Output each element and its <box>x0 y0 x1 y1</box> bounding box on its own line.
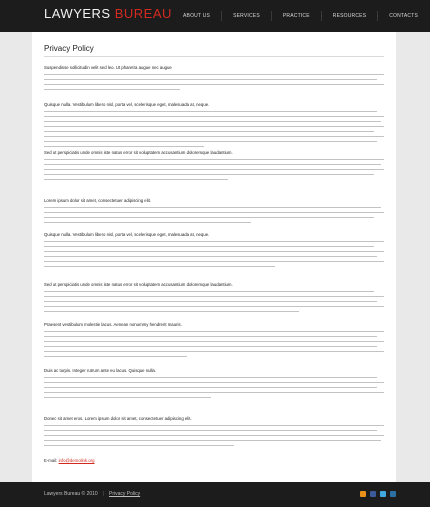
page-title: Privacy Policy <box>44 44 94 53</box>
policy-section <box>44 232 384 267</box>
policy-section <box>44 198 384 223</box>
facebook-icon[interactable] <box>370 491 376 497</box>
body-text-line <box>44 306 384 307</box>
header <box>0 0 430 32</box>
copyright <box>44 491 140 497</box>
body-text-line <box>44 397 211 398</box>
body-text-line <box>44 331 384 332</box>
body-text-line <box>44 387 377 388</box>
body-text-line <box>44 111 377 112</box>
body-text-line <box>44 121 381 122</box>
copyright-text: Lawyers Bureau © 2010 <box>44 491 98 497</box>
body-text-line <box>44 311 299 312</box>
logo-accent: BUREAU <box>114 6 172 21</box>
body-text-line <box>44 266 275 267</box>
main-nav <box>183 0 418 32</box>
body-text-line <box>44 341 384 342</box>
body-text-line <box>44 435 384 436</box>
twitter-icon[interactable] <box>380 491 386 497</box>
body-text-line <box>44 74 384 75</box>
logo-main: LAWYERS <box>44 6 111 21</box>
body-text-line <box>44 382 384 383</box>
policy-section <box>44 416 384 446</box>
body-text-line <box>44 179 228 180</box>
body-text-line <box>44 261 384 262</box>
nav-about-us[interactable]: ABOUT US <box>183 13 211 19</box>
body-text-line <box>44 301 377 302</box>
nav-practice[interactable]: PRACTICE <box>282 13 310 19</box>
policy-section <box>44 282 384 312</box>
nav-divider <box>221 11 222 21</box>
rss-icon[interactable] <box>360 491 366 497</box>
body-text-line <box>44 296 384 297</box>
nav-divider <box>271 11 272 21</box>
body-text-line <box>44 440 381 441</box>
body-text-line <box>44 445 234 446</box>
body-text-line <box>44 346 377 347</box>
body-text-line <box>44 174 374 175</box>
policy-section <box>44 368 384 398</box>
policy-section <box>44 322 384 357</box>
body-text-line <box>44 246 374 247</box>
policy-section <box>44 102 384 147</box>
body-text-line <box>44 207 381 208</box>
body-text-line <box>44 212 384 213</box>
body-text-line <box>44 251 384 252</box>
body-text-line <box>44 169 384 170</box>
body-text-line <box>44 222 251 223</box>
body-text-line <box>44 79 377 80</box>
section-heading: Sed ut perspiciatis unde omnis iste natus error sit voluptatem accusantium doloremque laudantium. <box>44 150 233 155</box>
body-text-line <box>44 351 384 352</box>
body-text-line <box>44 425 384 426</box>
body-text-line <box>44 291 374 292</box>
body-text-line <box>44 116 384 117</box>
email-label: E-mail: <box>44 458 58 463</box>
body-text-line <box>44 217 374 218</box>
section-heading: Donec sit amet eros. Lorem ipsum dolor sit amet, consectetuer adipiscing elit. <box>44 416 192 421</box>
nav-contacts[interactable]: CONTACTS <box>389 13 418 19</box>
title-divider <box>44 56 384 57</box>
section-heading: Suspendisse sollicitudin velit sed leo. Ut pharetra augue nec augue <box>44 65 172 70</box>
logo[interactable] <box>44 6 172 21</box>
section-heading: Quisque nulla. Vestibulum libero nisl, porta vel, scelerisque eget, malesuada at, neque. <box>44 102 210 107</box>
body-text-line <box>44 377 377 378</box>
body-text-line <box>44 141 377 142</box>
email-link[interactable]: info@demolink.org <box>58 458 95 463</box>
privacy-policy-link[interactable]: Privacy Policy <box>109 491 141 497</box>
body-text-line <box>44 336 377 337</box>
body-text-line <box>44 356 187 357</box>
main-content <box>32 32 396 482</box>
policy-section <box>44 65 384 90</box>
body-text-line <box>44 146 204 147</box>
body-text-line <box>44 256 377 257</box>
social-icons <box>360 491 396 497</box>
body-text-line <box>44 241 384 242</box>
body-text-line <box>44 164 381 165</box>
nav-resources[interactable]: RESOURCES <box>332 13 367 19</box>
nav-services[interactable]: SERVICES <box>233 13 260 19</box>
body-text-line <box>44 430 377 431</box>
nav-divider <box>321 11 322 21</box>
body-text-line <box>44 126 384 127</box>
body-text-line <box>44 159 384 160</box>
body-text-line <box>44 392 384 393</box>
email-row <box>44 458 94 463</box>
body-text-line <box>44 89 180 90</box>
section-heading: Duis ac turpis. Integer rutrum ante eu lacus. Quisque nulla. <box>44 368 157 373</box>
body-text-line <box>44 84 384 85</box>
policy-section <box>44 150 384 180</box>
section-heading: Sed ut perspiciatis unde omnis iste natus error sit voluptatem accusantium doloremque laudantium. <box>44 282 233 287</box>
footer-divider: | <box>102 491 105 497</box>
section-heading: Lorem ipsum dolor sit amet, consectetuer adipiscing elit. <box>44 198 151 203</box>
body-text-line <box>44 136 384 137</box>
section-heading: Quisque nulla. Vestibulum libero nisl, porta vel, scelerisque eget, malesuada at, neque. <box>44 232 210 237</box>
body-text-line <box>44 131 374 132</box>
footer <box>0 482 430 507</box>
linkedin-icon[interactable] <box>390 491 396 497</box>
nav-divider <box>377 11 378 21</box>
section-heading: Praesent vestibulum molestie lacus. Aenean nonummy hendrerit mauris. <box>44 322 182 327</box>
